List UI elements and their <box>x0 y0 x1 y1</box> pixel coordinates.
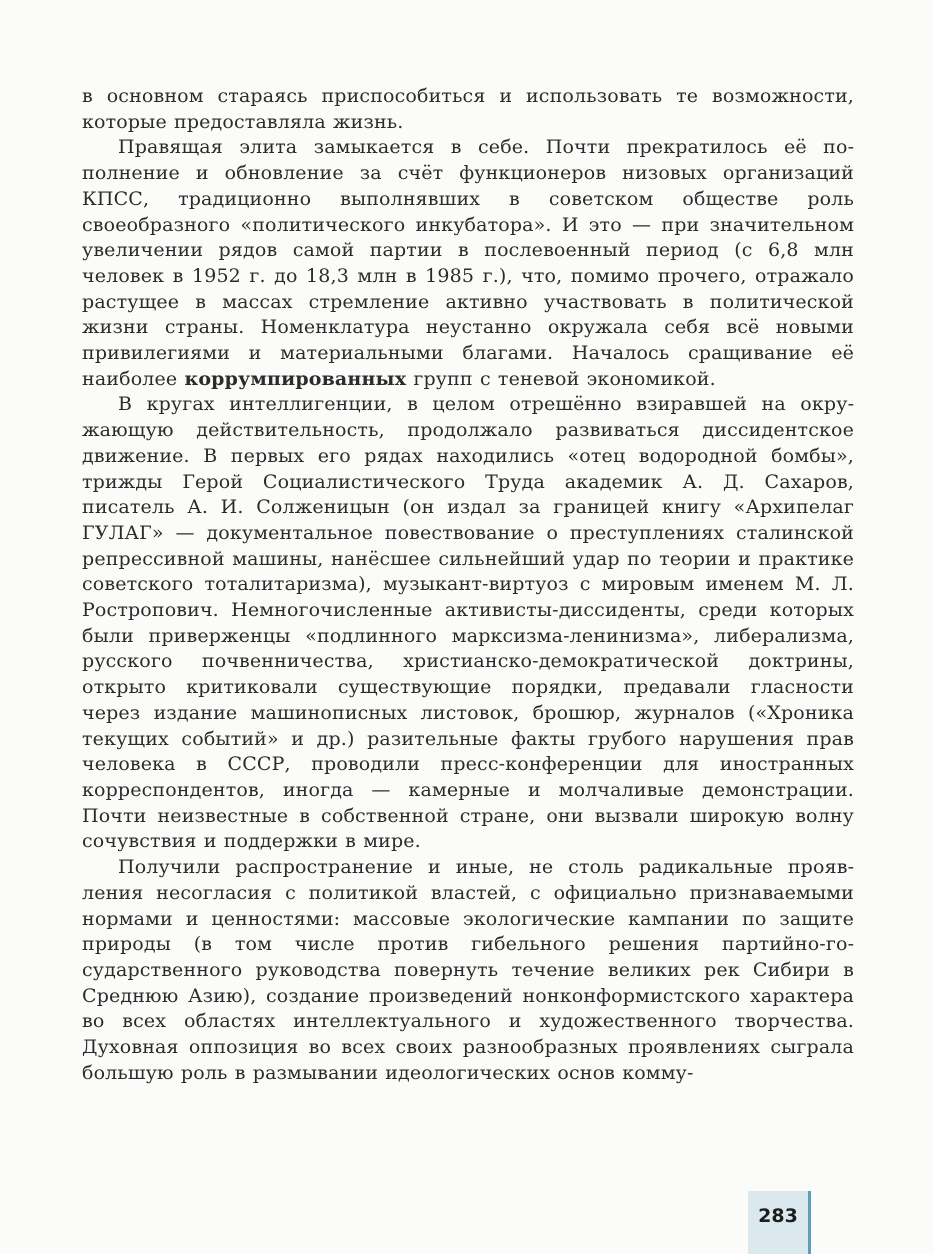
paragraph-4-text: Получили распространение и иные, не столь радикальные проявления несогласия с политикой властей, с официально признаваемыми нормами и ценностями: массовые экологические кампании по защите природы (в том числе против гибельного решения партийно-государственного руководства повернуть течение великих рек Сибири в Среднюю Азию), создание произведений нонконформистского характера во всех областях интеллектуального и художественного творчества. Духовная оппозиция во всех своих разнообразных проявлениях сыграла большую роль в размывании идеологических основ комму- <box>82 856 854 1084</box>
paragraph-2-text: Правящая элита замыкается в себе. Почти прекратилось её пополнение и обновление за счёт функционеров низовых организаций КПСС, традиционно выполнявших в советском обществе роль своеобразного «политического инкубатора». И это — при значительном увеличении рядов самой партии в послевоенный период (с 6,8 млн человек в 1952 г. до 18,3 млн в 1985 г.), что, помимо прочего, отражало растущее в массах стремление активно участвовать в политической жизни страны. Номенклатура неустанно окружала себя всё новыми привилегиями и материальными благами. Началось сращивание её наиболее <box>82 136 854 390</box>
paragraph-3-text: В кругах интеллигенции, в целом отрешённо взиравшей на окружающую действительность, продолжало развиваться диссидентское движение. В первых его рядах находились «отец водородной бомбы», трижды Герой Социалистического Труда академик А. Д. Сахаров, писатель А. И. Солженицын (он издал за границей книгу «Архипелаг ГУЛАГ» — документальное повествование о преступлениях сталинской репрессивной машины, нанёсшее сильнейший удар по теории и практике советского тоталитаризма), музыкант-виртуоз с мировым именем М. Л. Ростропович. Немногочисленные активисты-диссиденты, среди которых были приверженцы «подлинного марксизма-ленинизма», либерализма, русского почвенничества, христианско-демократической доктрины, открыто критиковали существующие порядки, предавали гласности через издание машинописных листовок, брошюр, журналов («Хроника текущих событий» и др.) разительные факты грубого нарушения прав человека в СССР, проводили пресс-конференции для иностранных корреспондентов, иногда — камерные и молчаливые демонстрации. Почти неизвестные в собственной стране, они вызвали широкую волну сочувствия и поддержки в мире. <box>82 393 854 853</box>
paragraph-1 <box>82 84 854 135</box>
page-number-box <box>748 1191 808 1254</box>
paragraph-2 <box>82 135 854 392</box>
paragraph-1-text: в основном стараясь приспособиться и использовать те возможности, которые предоставляла жизнь. <box>82 85 854 133</box>
paragraph-2-text-end: групп с теневой экономикой. <box>406 367 716 390</box>
page-number-accent-rule <box>808 1191 811 1254</box>
paragraph-4 <box>82 855 854 1086</box>
paragraph-3 <box>82 392 854 855</box>
page-number: 283 <box>758 1205 798 1227</box>
body-text <box>82 84 854 1086</box>
bold-term-corrupted: коррумпированных <box>184 367 407 390</box>
